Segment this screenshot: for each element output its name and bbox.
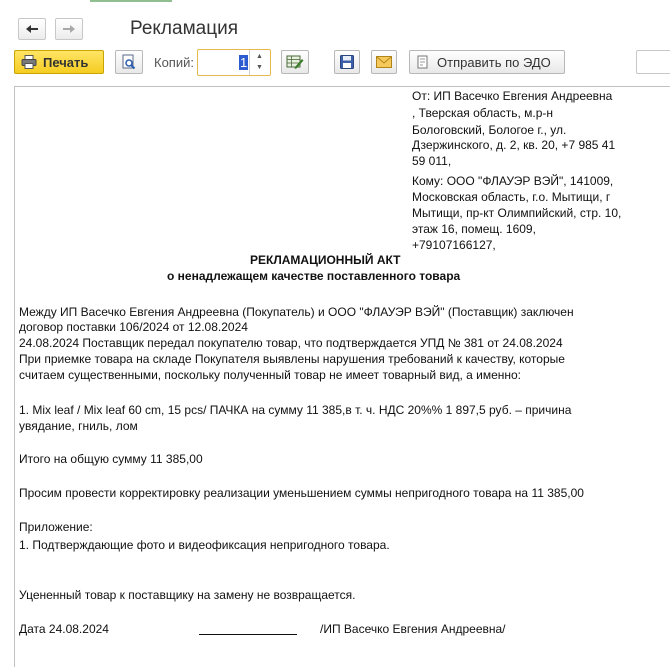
body-line: считаем существенными, поскольку полученный товар не имеет товарный вид, а именно: xyxy=(19,368,522,382)
from-line: Дзержинского, д. 2, кв. 20, +7 985 41 xyxy=(412,138,616,152)
document-subheading: о ненадлежащем качестве поставленного товара xyxy=(167,269,461,283)
forward-button[interactable] xyxy=(55,18,83,40)
to-line: этаж 16, помещ. 1609, xyxy=(412,222,536,236)
date-line: Дата 24.08.2024 xyxy=(19,622,109,636)
body-line: договор поставки 106/2024 от 12.08.2024 xyxy=(19,320,248,334)
from-line: 59 011, xyxy=(412,154,452,168)
signature-line xyxy=(199,634,297,635)
send-document-icon xyxy=(416,55,430,69)
magnifier-document-icon xyxy=(121,54,137,70)
from-line: Бологовский, Бологое г., ул. xyxy=(412,123,567,137)
active-tab-indicator xyxy=(90,0,172,6)
request-line: Просим провести корректировку реализации уменьшением суммы непригодного товара на 11 385,00 xyxy=(19,486,584,500)
print-button-label: Печать xyxy=(43,54,89,70)
send-edo-label: Отправить по ЭДО xyxy=(437,54,551,70)
floppy-disk-icon xyxy=(340,55,354,69)
attachment-item: 1. Подтверждающие фото и видеофиксация непригодного товара. xyxy=(19,538,390,552)
envelope-icon xyxy=(376,56,392,68)
attachment-title: Приложение: xyxy=(19,520,93,534)
to-line: Московская область, г.о. Мытищи, г xyxy=(412,190,611,204)
document-view xyxy=(14,86,670,667)
page-title: Рекламация xyxy=(130,18,238,39)
body-line: Между ИП Васечко Евгения Андреевна (Покупатель) и ООО "ФЛАУЭР ВЭЙ" (Поставщик) заключен xyxy=(19,305,574,319)
body-line: При приемке товара на складе Покупателя выявлены нарушения требований к качеству, которые xyxy=(19,352,565,366)
total-line: Итого на общую сумму 11 385,00 xyxy=(19,452,203,466)
to-line: +79107166127, xyxy=(412,238,496,252)
edit-document-button[interactable] xyxy=(281,50,309,74)
document-heading: РЕКЛАМАЦИОННЫЙ АКТ xyxy=(250,253,401,267)
back-button[interactable] xyxy=(18,18,46,40)
from-line: От: ИП Васечко Евгения Андреевна xyxy=(412,89,613,103)
toolbar xyxy=(0,46,670,80)
item-line: увядание, гниль, лом xyxy=(19,419,138,433)
save-button[interactable] xyxy=(334,50,360,74)
copies-value: 1 xyxy=(240,55,248,70)
send-edo-button[interactable] xyxy=(409,50,565,74)
copies-label: Копий: xyxy=(154,55,194,70)
edit-sheet-icon xyxy=(286,55,304,69)
to-line: Кому: ООО "ФЛАУЭР ВЭЙ", 141009, xyxy=(412,174,614,188)
item-line: 1. Mix leaf / Mix leaf 60 cm, 15 pcs/ ПАЧКА на сумму 11 385,в т. ч. НДС 20%% 1 897,5 руб. – причина xyxy=(19,403,572,417)
copies-stepper[interactable] xyxy=(197,49,271,76)
arrow-right-icon xyxy=(62,24,76,34)
chevron-up-icon[interactable]: ▲ xyxy=(256,53,263,60)
search-input[interactable] xyxy=(636,50,670,74)
print-button[interactable] xyxy=(14,50,104,74)
preview-button[interactable] xyxy=(115,50,143,74)
window-header xyxy=(0,8,670,46)
arrow-left-icon xyxy=(25,24,39,34)
from-line: , Тверская область, м.р-н xyxy=(412,106,554,120)
copies-spin-buttons[interactable] xyxy=(249,50,270,75)
top-strip xyxy=(0,0,670,8)
signature-name: /ИП Васечко Евгения Андреевна/ xyxy=(320,622,506,636)
to-line: Мытищи, пр-кт Олимпийский, стр. 10, xyxy=(412,206,622,220)
body-line: 24.08.2024 Поставщик передал покупателю товар, что подтверждается УПД № 381 от 24.08.2024 xyxy=(19,336,563,350)
printer-icon xyxy=(21,55,37,69)
email-button[interactable] xyxy=(371,50,397,74)
chevron-down-icon[interactable]: ▼ xyxy=(256,64,263,71)
note-line: Уцененный товар к поставщику на замену не возвращается. xyxy=(19,588,356,602)
